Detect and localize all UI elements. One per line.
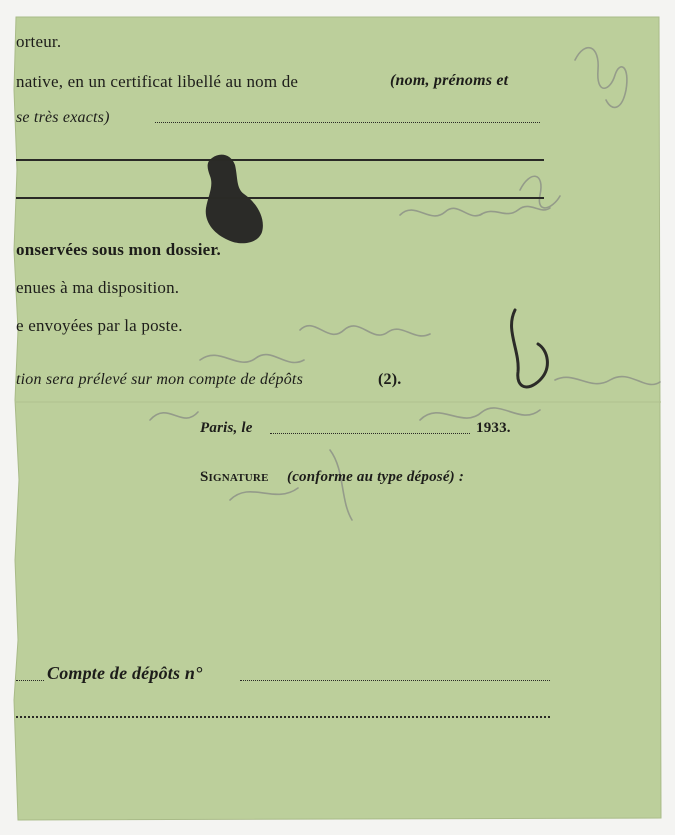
line-compte-preleve: tion sera prélevé sur mon compte de dépôts (16, 371, 304, 388)
name-line-1 (16, 159, 544, 161)
date-dotted-line (270, 433, 470, 434)
line-dossier (16, 240, 221, 260)
name-line-2 (16, 197, 544, 199)
account-line (240, 680, 550, 681)
signature-label: Signature (200, 469, 269, 485)
line-tres-exacts: se très exacts) (16, 109, 110, 126)
line-certificat: native, en un certificat libellé au nom de (16, 72, 299, 91)
line-nom-prenoms: (nom, prénoms et (390, 72, 509, 89)
dotted-fill-line (155, 122, 540, 123)
signature-note: (conforme au type déposé) : (287, 469, 465, 485)
account-lead (16, 680, 44, 681)
line-disposition: enues à ma disposition. (16, 278, 180, 297)
date-year: 1933. (476, 420, 511, 436)
line-note-2: (2). (378, 371, 402, 388)
date-label: Paris, le (200, 420, 253, 436)
account-label: Compte de dépôts n° (47, 663, 203, 683)
line-porteur: orteur. (16, 32, 62, 51)
bottom-line (16, 716, 550, 718)
line-dossier-text: onservées sous mon dossier. (16, 240, 222, 259)
line-poste: e envoyées par la poste. (16, 316, 183, 335)
